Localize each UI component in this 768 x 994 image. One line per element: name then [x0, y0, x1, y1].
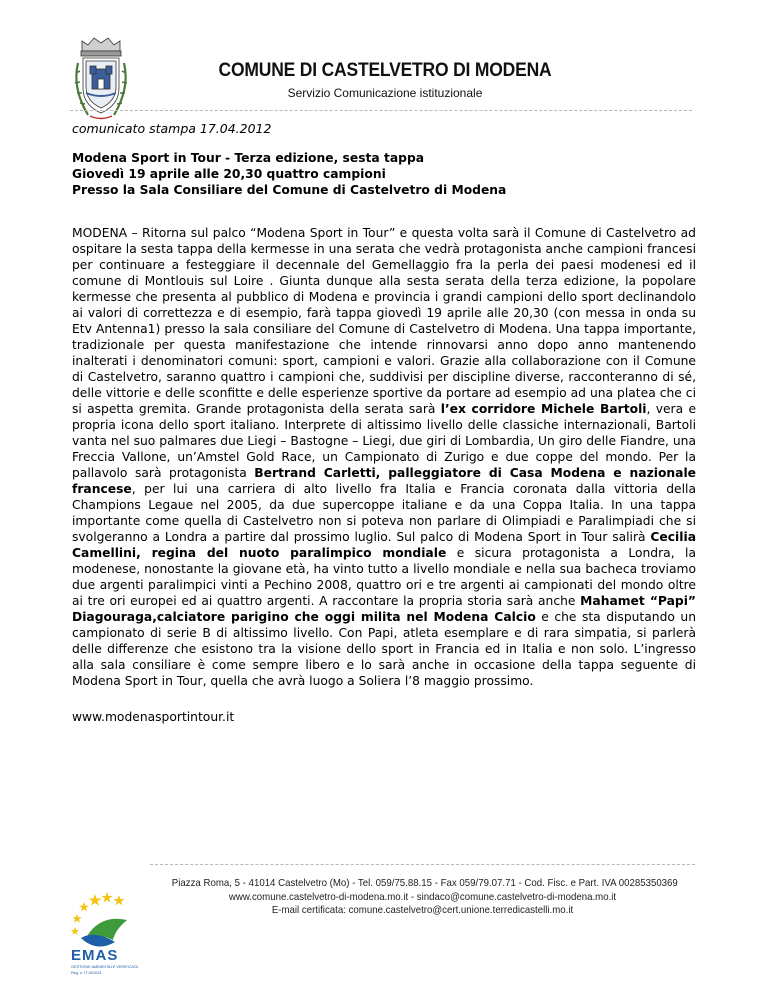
footer-divider	[150, 864, 695, 865]
highlight-diagouraga: Mahamet “Papi” Diagouraga,calciatore parigino che oggi milita nel Modena Calcio	[72, 594, 696, 624]
highlight-bartoli: l’ex corridore Michele Bartoli	[440, 402, 647, 416]
article-body	[72, 225, 696, 689]
emas-caption: GESTIONE AMBIENTALE VERIFICATA	[71, 965, 139, 969]
body-text: , per lui una carriera di alto livello fra Italia e Francia coronata dalla vittoria della Champions Legaue nel 2005, da due supercoppe italiane e da una Coppa Italia. In una tappa importante come quella di Castelvetro non si poteva non parlare di Olimpiadi e Paralimpiadi che si svolgeranno a Londra a partire dal prossimo luglio. Sul palco di Modena Sport in Tour salirà	[72, 482, 696, 544]
footer-address: Piazza Roma, 5 - 41014 Castelvetro (Mo) - Tel. 059/75.88.15 - Fax 059/79.07.71 - Cod. Fisc. e Part. IVA 00285350369	[171, 877, 678, 889]
emas-registration: Reg. n. IT-001024	[71, 971, 102, 975]
headline-venue: Presso la Sala Consiliare del Comune di Castelvetro di Modena	[72, 183, 507, 197]
body-text: , vera e propria icona dello sport italiano. Interprete di altissimo livello delle classiche internazionali, Bartoli vanta nel suo palmares due Liegi – Bastogne – Liegi, due giri di Lombardia, Un giro delle Fiandre, una Freccia Vallone, un’Amstel Gold Race, un Campionato di Zurigo e due coppe del mondo. Per la pallavolo sarà protagonista	[72, 402, 697, 480]
highlight-carletti: Bertrand Carletti, palleggiatore di Casa Modena e nazionale francese	[72, 466, 696, 496]
headline-block	[72, 150, 702, 198]
emas-label: EMAS	[71, 947, 119, 964]
headline-date: Giovedì 19 aprile alle 20,30 quattro campioni	[72, 167, 386, 181]
organization-subtitle: Servizio Comunicazione istituzionale	[287, 86, 483, 100]
organization-title: COMUNE DI CASTELVETRO DI MODENA	[218, 60, 552, 81]
body-text: MODENA – Ritorna sul palco “Modena Sport in Tour” e questa volta sarà il Comune di Castelvetro ad ospitare la sesta tappa della kermesse in una serata che vedrà protagonista anche campioni francesi per continuare a festeggiare il decennale del Gemellaggio fra la perla dei paesi modenesi ed il comune di Montlouis sul Loire . Giunta dunque alla sesta serata della terza edizione, la popolare kermesse che presenta al pubblico di Modena e provincia i grandi campioni dello sport declinandolo ai valori di correttezza e di esempio, farà tappa giovedì 19 aprile alle 20,30 (con messa in onda su Etv Antenna1) presso la sala consiliare del Comune di Castelvetro di Modena. Una tappa importante, tradizionale per questa manifestazione che intende rinnovarsi anno dopo anno mantenendo inalterati i denominatori comuni: sport, campioni e valori. Grazie alla collaborazione con il Comune di Castelvetro, saranno quattro i campioni che, suddivisi per discipline diverse, racconteranno di sé, delle vittorie e delle sconfitte e delle esperienze sportive da portare ad esempio ad una platea che ci si aspetta gremita. Grande protagonista della serata sarà	[72, 226, 696, 416]
footer-contacts	[171, 877, 678, 918]
highlight-camellini: Cecilia Camellini, regina del nuoto paralimpico mondiale	[72, 530, 696, 560]
article-paragraph	[72, 225, 696, 689]
footer-web-email[interactable]: www.comune.castelvetro-di-modena.mo.it - sindaco@comune.castelvetro-di-modena.mo.it	[228, 890, 617, 903]
emas-logo-icon	[65, 890, 147, 980]
body-text: e sicura protagonista a Londra, la modenese, nonostante la giovane età, ha vinto tutto a livello mondiale e nella sua bacheca troviamo due argenti paralimpici vinti a Pechino 2008, quattro ori e tre argenti ai campionati del mondo oltre ai tre ori europei ed ai quattro argenti. A raccontare la propria storia sarà anche	[72, 546, 696, 608]
press-release-date: comunicato stampa 17.04.2012	[72, 121, 272, 136]
header-divider	[70, 110, 692, 111]
website-link[interactable]: www.modenasportintour.it	[72, 710, 235, 724]
body-text: e che sta disputando un campionato di serie B di altissimo livello. Con Papi, atleta esemplare e di rara simpatia, si parlerà delle differenze che esistono tra la visione dello sport in Francia ed in Italia e non solo. L’ingresso alla sala consiliare è come sempre libero e lo sarà anche in occasione della tappa seguente di Modena Sport in Tour, quella che avrà luogo a Soliera l’8 maggio prossimo.	[72, 610, 696, 688]
headline-title: Modena Sport in Tour - Terza edizione, sesta tappa	[72, 151, 425, 165]
footer-certified-email[interactable]: E-mail certificata: comune.castelvetro@cert.unione.terredicastelli.mo.it	[271, 904, 574, 916]
